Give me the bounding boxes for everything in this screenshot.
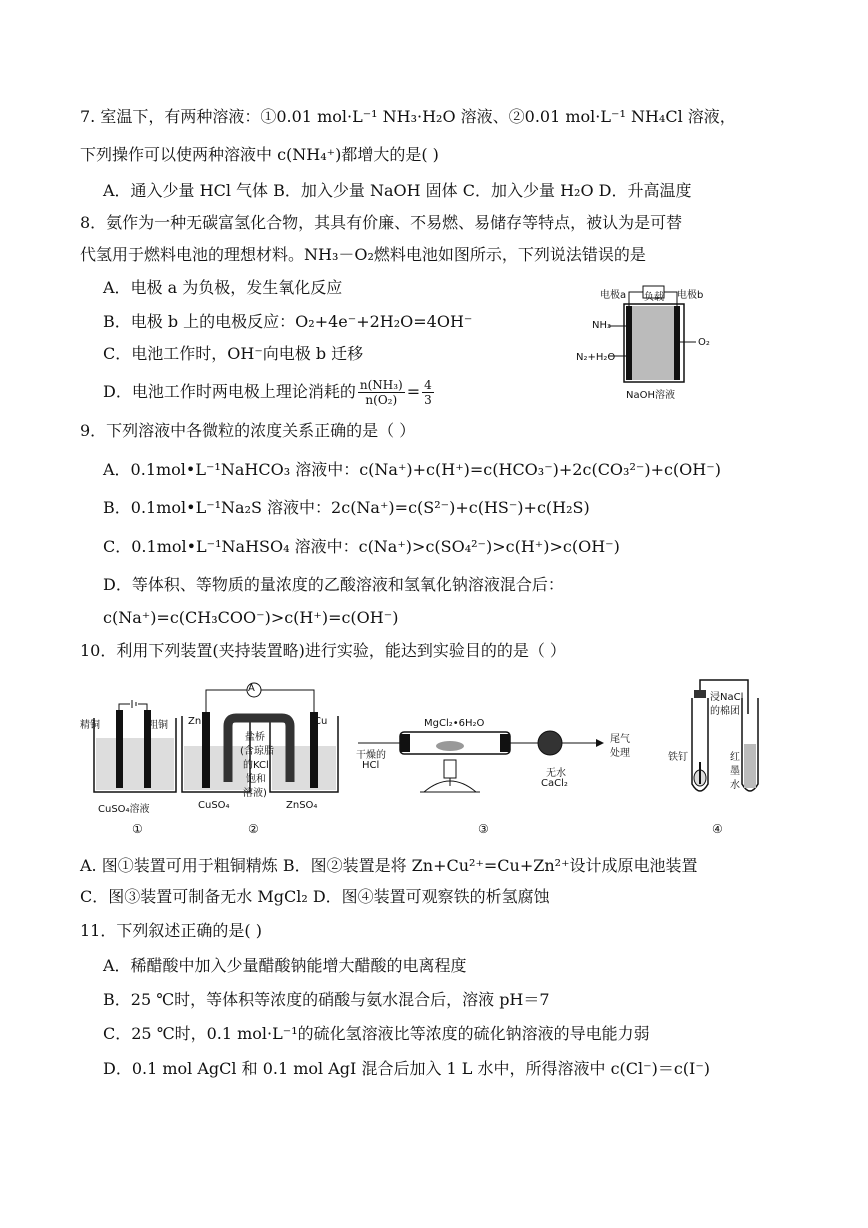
fig2-left-solution-label: CuSO₄ [198,800,230,811]
q11-option-c: C．25 ℃时，0.1 mol·L⁻¹的硫化氢溶液比等浓度的硫化钠溶液的导电能力弱 [103,1024,650,1043]
electrode-a [626,306,632,380]
fig4-ink-label-3: 水 [730,780,740,791]
electrode-b [674,306,680,380]
q10-options-cd: C．图③装置可制备无水 MgCl₂ D．图④装置可观察铁的析氢腐蚀 [80,887,550,906]
q9-option-d-line1: D．等体积、等物质的量浓度的乙酸溶液和氢氧化钠溶液混合后： [103,575,564,594]
q9-option-c: C．0.1mol•L⁻¹NaHSO₄ 溶液中：c(Na⁺)>c(SO₄²⁻)>c(H⁺)>c(OH⁻) [103,537,620,556]
fig4-ink-label-1: 红 [730,752,740,763]
o2-inlet-label: O₂ [698,337,710,348]
q8-stem-line2: 代氢用于燃料电池的理想材料。NH₃－O₂燃料电池如图所示，下列说法错误的是 [80,245,646,264]
outlet-label: N₂+H₂O [576,352,616,363]
salt-bridge-label-2: (含琼脂 [240,746,274,757]
q8-option-d [103,378,436,407]
q7-options: A．通入少量 HCl 气体 B．加入少量 NaOH 固体 C．加入少量 H₂O D．升高温度 [103,181,692,200]
q10-options-ab: A. 图①装置可用于粗铜精炼 B．图②装置是将 Zn+Cu²⁺=Cu+Zn²⁺设计成原电池装置 [80,856,698,875]
fig3-exhaust-label-2: 处理 [610,748,630,759]
ratio-denominator: 3 [424,393,432,407]
q7-stem-line2: 下列操作可以使两种溶液中 c(NH₄⁺)都增大的是( ) [80,145,439,164]
salt-bridge-label-4: 饱和 [246,774,266,785]
zn-electrode-label: Zn [188,716,202,727]
electrode-b-label: 电极b [677,290,704,301]
fig2-number: ② [248,822,259,836]
load-label: 负载 [644,292,664,303]
fig3-gas-label-1: 干燥的 [356,750,386,761]
fraction-denominator: n(O₂) [365,393,398,407]
fig4-nail-label: 铁钉 [668,752,688,763]
fig1-number: ① [132,822,143,836]
fig3-number: ③ [478,822,489,836]
ammeter-label: A [248,683,255,694]
fig3-gas-label-2: HCl [362,760,380,771]
fig3-desiccant-label-1: 无水 [546,768,566,779]
fig3-exhaust-label-1: 尾气 [610,734,630,745]
fig4-paper-label-2: 的棉团 [710,706,740,717]
figure-3-dehydration-apparatus-diagram [350,718,620,810]
q8-option-b: B．电极 b 上的电极反应：O₂+4e⁻+2H₂O=4OH⁻ [103,312,473,331]
salt-bridge-label-3: 的KCl [243,760,269,771]
q8-stem-line1: 8．氨作为一种无碳富氢化合物，其具有价廉、不易燃、易储存等特点，被认为是可替 [80,213,683,232]
fig4-ink-label-2: 墨 [730,766,740,777]
mole-ratio-fraction [358,378,405,407]
fraction-numerator: n(NH₃) [359,378,403,392]
fig1-solution-label: CuSO₄溶液 [98,804,150,815]
q8-option-d-prefix: D．电池工作时两电极上理论消耗的 [103,382,356,401]
q10-stem: 10．利用下列装置(夹持装置略)进行实验，能达到实验目的的是（ ） [80,641,566,660]
fig1-right-electrode-label: 粗铜 [148,720,168,731]
q7-stem-line1: 7. 室温下，有两种溶液：①0.01 mol·L⁻¹ NH₃·H₂O 溶液、②0.01 mol·L⁻¹ NH₄Cl 溶液， [80,107,736,126]
nh3-inlet-label: NH₃ [592,320,612,331]
q9-stem: 9．下列溶液中各微粒的浓度关系正确的是（ ） [80,421,416,440]
q9-option-b: B．0.1mol•L⁻¹Na₂S 溶液中：2c(Na⁺)=c(S²⁻)+c(HS⁻)+c(H₂S) [103,498,590,517]
fig4-number: ④ [712,822,723,836]
q9-option-d-line2: c(Na⁺)=c(CH₃COO⁻)>c(H⁺)=c(OH⁻) [103,608,399,627]
q8-option-c: C．电池工作时，OH⁻向电极 b 迁移 [103,344,364,363]
salt-bridge-label-5: 溶液) [243,788,267,799]
cu-electrode-label: Cu [314,716,328,727]
salt-bridge-label-1: 盐桥 [245,732,265,743]
fig3-desiccant-label-2: CaCl₂ [541,778,568,789]
equals-sign: = [406,382,421,401]
ratio-numerator: 4 [424,378,432,392]
q8-option-a: A．电极 a 为负极，发生氧化反应 [103,278,343,297]
electrode-a-label: 电极a [600,290,627,301]
figure-1-electrolysis-diagram [80,700,190,800]
ratio-value-fraction [422,378,434,407]
fig4-paper-label-1: 浸NaCl [710,692,744,703]
q11-stem: 11．下列叙述正确的是( ) [80,921,262,940]
q11-option-b: B．25 ℃时，等体积等浓度的硝酸与氨水混合后，溶液 pH＝7 [103,990,550,1009]
electrolyte-label: NaOH溶液 [626,390,675,401]
q11-option-d: D．0.1 mol AgCl 和 0.1 mol AgI 混合后加入 1 L 水中，所得溶液中 c(Cl⁻)＝c(I⁻) [103,1059,711,1078]
q9-option-a: A．0.1mol•L⁻¹NaHCO₃ 溶液中：c(Na⁺)+c(H⁺)=c(HCO₃⁻)+2c(CO₃²⁻)+c(OH⁻) [103,460,721,479]
fig1-left-electrode-label: 精铜 [80,720,100,731]
fig2-right-solution-label: ZnSO₄ [286,800,318,811]
fig3-salt-label: MgCl₂•6H₂O [424,718,485,729]
q11-option-a: A．稀醋酸中加入少量醋酸钠能增大醋酸的电离程度 [103,956,467,975]
